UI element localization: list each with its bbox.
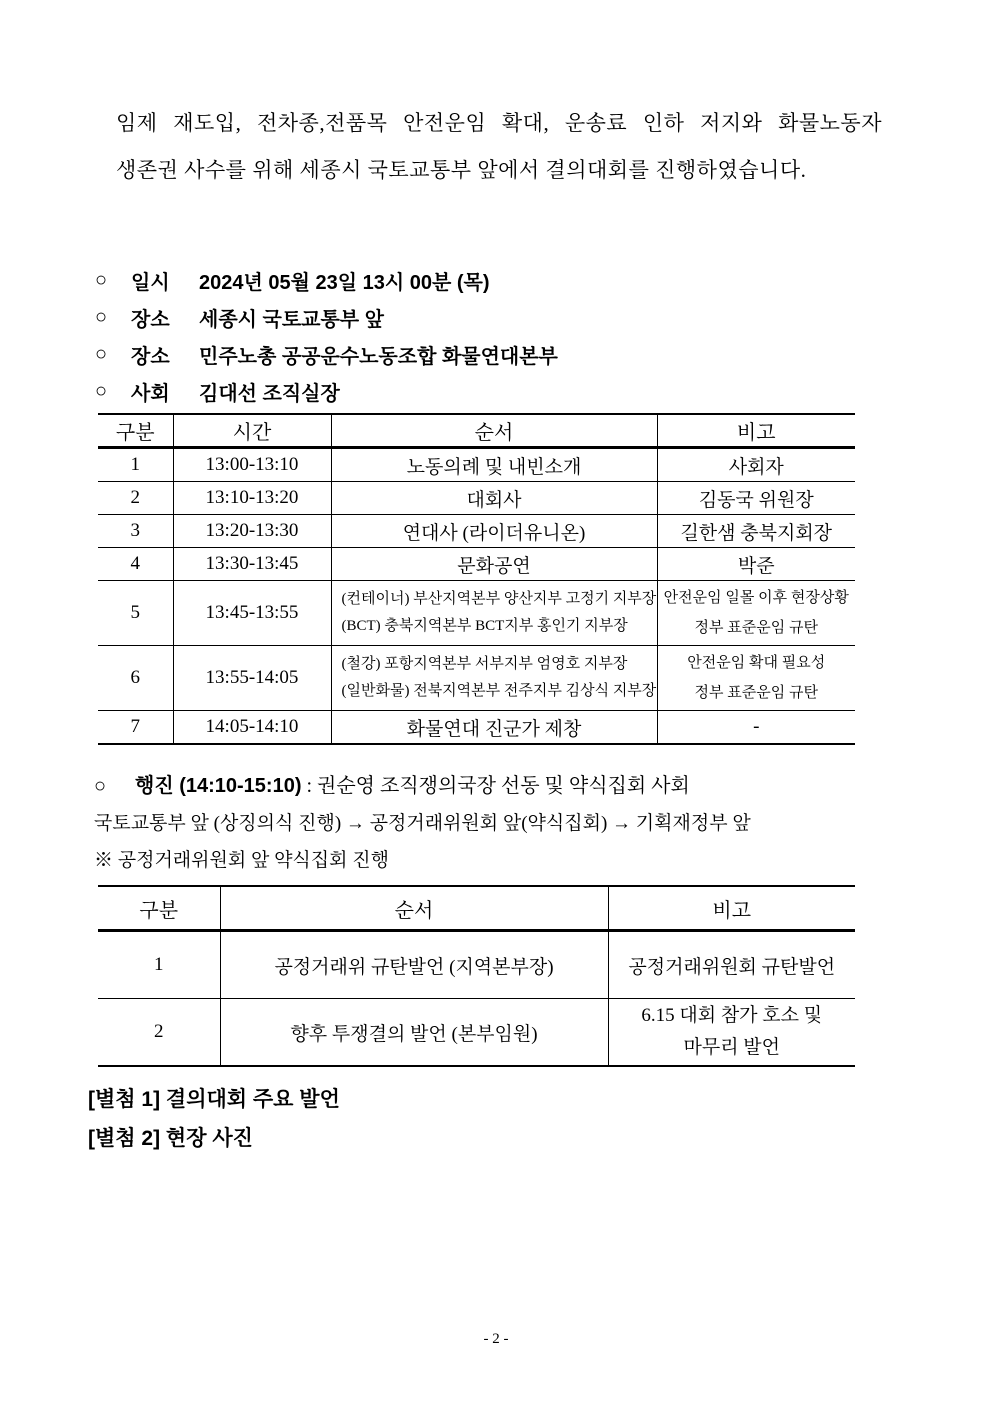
table-row [98,448,855,482]
info-value: 김대선 조직실장 [199,383,340,405]
note-line: 정부 표준운임 규탄 [694,620,818,636]
note-line: 안전운임 일몰 이후 현장상황 [663,590,849,606]
list-item-place-1 [95,299,558,336]
march-route: 국토교통부 앞 (상징의식 진행) → 공정거래위원회 앞(약식집회) → 기획재정부 앞 [94,813,751,834]
cell-no: 4 [130,553,140,574]
cell-order: 대회사 [331,482,657,515]
intro-line-2: 생존권 사수를 위해 세종시 국토교통부 앞에서 결의대회를 진행하였습니다. [116,158,807,182]
march-table [98,885,855,1067]
cell-order: 문화공연 [331,548,657,581]
cell-note: 길한샘 충북지회장 [657,515,855,548]
cell-time: 13:45-13:55 [173,581,331,646]
order-line: (컨테이너) 부산지역본부 양산지부 고정기 지부장 [341,591,657,607]
march-section [94,768,894,879]
table-header-row [98,414,855,448]
table-row [98,646,855,711]
cell-order: 향후 투쟁결의 발언 (본부임원) [220,999,608,1067]
march-heading [94,768,894,805]
order-line: (일반화물) 전북지역본부 전주지부 김상식 지부장 [341,683,657,699]
cell-time: 13:00-13:10 [173,448,331,482]
cell-note: 김동국 위원장 [657,482,855,515]
circle-bullet-icon: ○ [94,775,107,797]
table-header-row [98,886,855,931]
cell-time: 13:10-13:20 [173,482,331,515]
column-header-note: 비고 [608,886,855,931]
cell-time: 13:30-13:45 [173,548,331,581]
info-value: 2024년 05월 23일 13시 00분 (목) [199,272,490,294]
column-header-no: 구분 [139,899,179,922]
cell-time: 13:20-13:30 [173,515,331,548]
cell-no: 2 [130,487,140,508]
list-item-host [95,373,558,410]
column-header-order: 순서 [331,414,657,448]
page-number: - 2 - [483,1331,509,1347]
info-label: 일시 [131,272,170,294]
cell-order: 공정거래위 규탄발언 (지역본부장) [220,931,608,999]
table-row [98,999,855,1067]
list-item-place-2 [95,336,558,373]
attachment-line-1: [별첨 1] 결의대회 주요 발언 [88,1088,340,1111]
intro-line-1: 임제 재도입, 전차종,전품목 안전운임 확대, 운송료 인하 저지와 화물노동자 [116,111,882,135]
note-line: 안전운임 확대 필요성 [687,655,826,671]
cell-no: 6 [130,667,140,688]
table-row [98,548,855,581]
schedule-table [98,413,855,745]
note-line: 정부 표준운임 규탄 [694,685,818,701]
cell-no: 3 [130,520,140,541]
cell-order: 연대사 (라이더유니온) [331,515,657,548]
note-line: 마무리 발언 [683,1037,781,1058]
info-value: 민주노총 공공운수노동조합 화물연대본부 [199,346,558,368]
cell-note: 사회자 [657,448,855,482]
column-header-order: 순서 [220,886,608,931]
intro-paragraph [116,100,882,194]
note-line: 6.15 대회 참가 호소 및 [641,1005,823,1026]
cell-no: 7 [130,716,140,737]
march-note: ※ 공정거래위원회 앞 약식집회 진행 [94,850,389,871]
cell-no: 1 [154,954,164,975]
order-line: (철강) 포항지역본부 서부지부 엄영호 지부장 [341,656,628,672]
column-header-time: 시간 [173,414,331,448]
cell-no: 1 [130,454,140,475]
cell-order: 노동의례 및 내빈소개 [331,448,657,482]
cell-note: 공정거래위원회 규탄발언 [608,931,855,999]
attachment-line-2: [별첨 2] 현장 사진 [88,1127,253,1150]
cell-note: - [657,711,855,745]
march-title-rest: : 권순영 조직쟁의국장 선동 및 약식집회 사회 [301,775,690,797]
circle-bullet-icon: ○ [95,306,108,328]
table-row [98,581,855,646]
info-list [95,262,558,410]
cell-no: 2 [154,1021,164,1042]
circle-bullet-icon: ○ [95,269,108,291]
cell-note: 박준 [657,548,855,581]
cell-order: 화물연대 진군가 제창 [331,711,657,745]
cell-order [331,581,657,646]
table-row [98,931,855,999]
order-line: (BCT) 충북지역본부 BCT지부 홍인기 지부장 [341,618,628,634]
column-header-note: 비고 [657,414,855,448]
cell-note [657,581,855,646]
info-value: 세종시 국토교통부 앞 [199,309,384,331]
circle-bullet-icon: ○ [95,343,108,365]
info-label: 장소 [131,309,170,331]
cell-time: 14:05-14:10 [173,711,331,745]
cell-note [657,646,855,711]
info-label: 장소 [131,346,170,368]
cell-no: 5 [130,602,140,623]
cell-time: 13:55-14:05 [173,646,331,711]
attachments-section [88,1080,340,1158]
march-title-bold: 행진 (14:10-15:10) [135,775,302,797]
cell-order [331,646,657,711]
circle-bullet-icon: ○ [95,380,108,402]
table-row [98,482,855,515]
info-label: 사회 [131,383,170,405]
table-row [98,711,855,745]
column-header-no: 구분 [115,422,155,444]
table-row [98,515,855,548]
cell-note [608,999,855,1067]
list-item-datetime [95,262,558,299]
